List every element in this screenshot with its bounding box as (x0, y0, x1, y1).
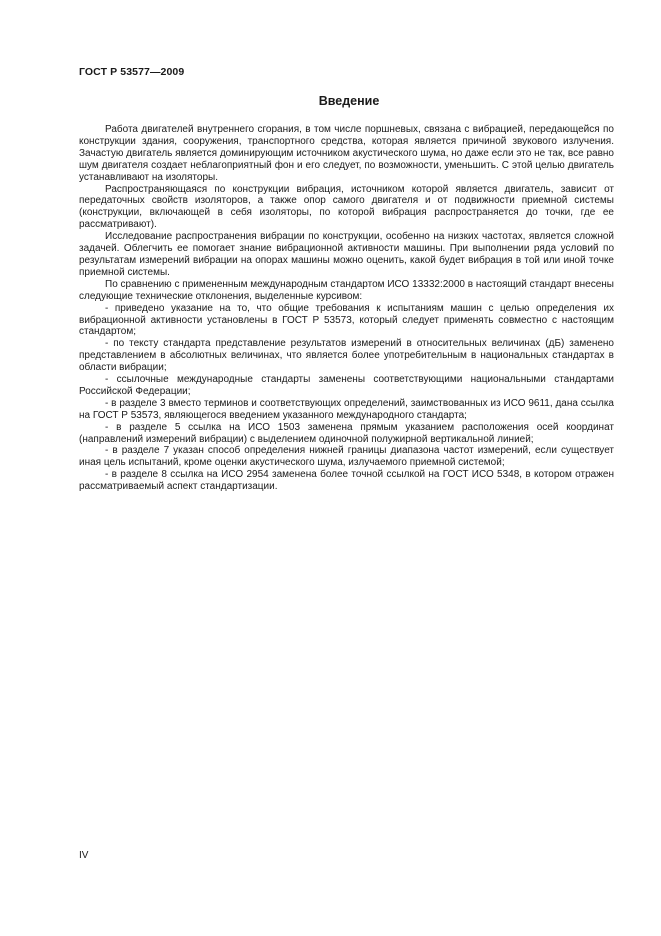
paragraph: По сравнению с примененным международным стандартом ИСО 13332:2000 в настоящий стандарт внесены следующие технические отклонения, выделенные курсивом: (79, 278, 614, 302)
list-item: - в разделе 5 ссылка на ИСО 1503 заменена прямым указанием расположения осей координат (направлений измерений вибрации) с выделением одиночной полужирной вертикальной линией; (79, 421, 614, 445)
body-text (79, 124, 614, 493)
list-item: - приведено указание на то, что общие требования к испытаниям машин с целью определения их вибрационной активности установлены в ГОСТ Р 53573, который следует применять совместно с настоящим стандартом; (79, 302, 614, 338)
paragraph: Исследование распространения вибрации по конструкции, особенно на низких частотах, является сложной задачей. Облегчить ее помогает знание вибрационной активности машины. При выполнении ряда условий по результатам измерений вибрации на опорах машины можно оценить, какой будет вибрация в той или иной точке приемной системы. (79, 231, 614, 278)
standard-header: ГОСТ Р 53577—2009 (79, 66, 185, 78)
page-number: IV (79, 850, 89, 861)
list-item: - ссылочные международные стандарты заменены соответствующими национальными стандартами Российской Федерации; (79, 374, 614, 397)
list-item: - в разделе 3 вместо терминов и соответствующих определений, заимствованных из ИСО 9611, дана ссылка на ГОСТ Р 53573, являющегося введением указанного международного стандарта; (79, 397, 614, 421)
list-item: - по тексту стандарта представление результатов измерений в относительных величинах (дБ) заменено представлением в абсолютных величинах, что является более употребительным в национальных стандартах в области вибрации; (79, 338, 614, 374)
paragraph: Работа двигателей внутреннего сгорания, в том числе поршневых, связана с вибрацией, передающейся по конструкции здания, сооружения, транспортного средства, которая является причиной звукового излучения. Зачастую двигатель является доминирующим источником акустического шума, но даже если это не так, все равно шум двигателя создает неблагоприятный фон и его следует, по возможности, уменьшить. С этой целью двигатель устанавливают на изоляторы. (79, 124, 614, 183)
list-item: - в разделе 8 ссылка на ИСО 2954 заменена более точной ссылкой на ГОСТ ИСО 5348, в котором отражен рассматриваемый аспект стандартизации. (79, 469, 614, 493)
list-item: - в разделе 7 указан способ определения нижней границы диапазона частот измерений, если существует иная цель испытаний, кроме оценки акустического шума, излучаемого приемной системой; (79, 445, 614, 469)
section-title: Введение (318, 94, 380, 108)
paragraph: Распространяющаяся по конструкции вибрация, источником которой является двигатель, зависит от передаточных свойств изоляторов, а также опор самого двигателя и от подвижности приемной системы (конструкции, включающей в себя изоляторы, по которой вибрация распространяется до точки, где ее рассматривают). (79, 183, 614, 231)
